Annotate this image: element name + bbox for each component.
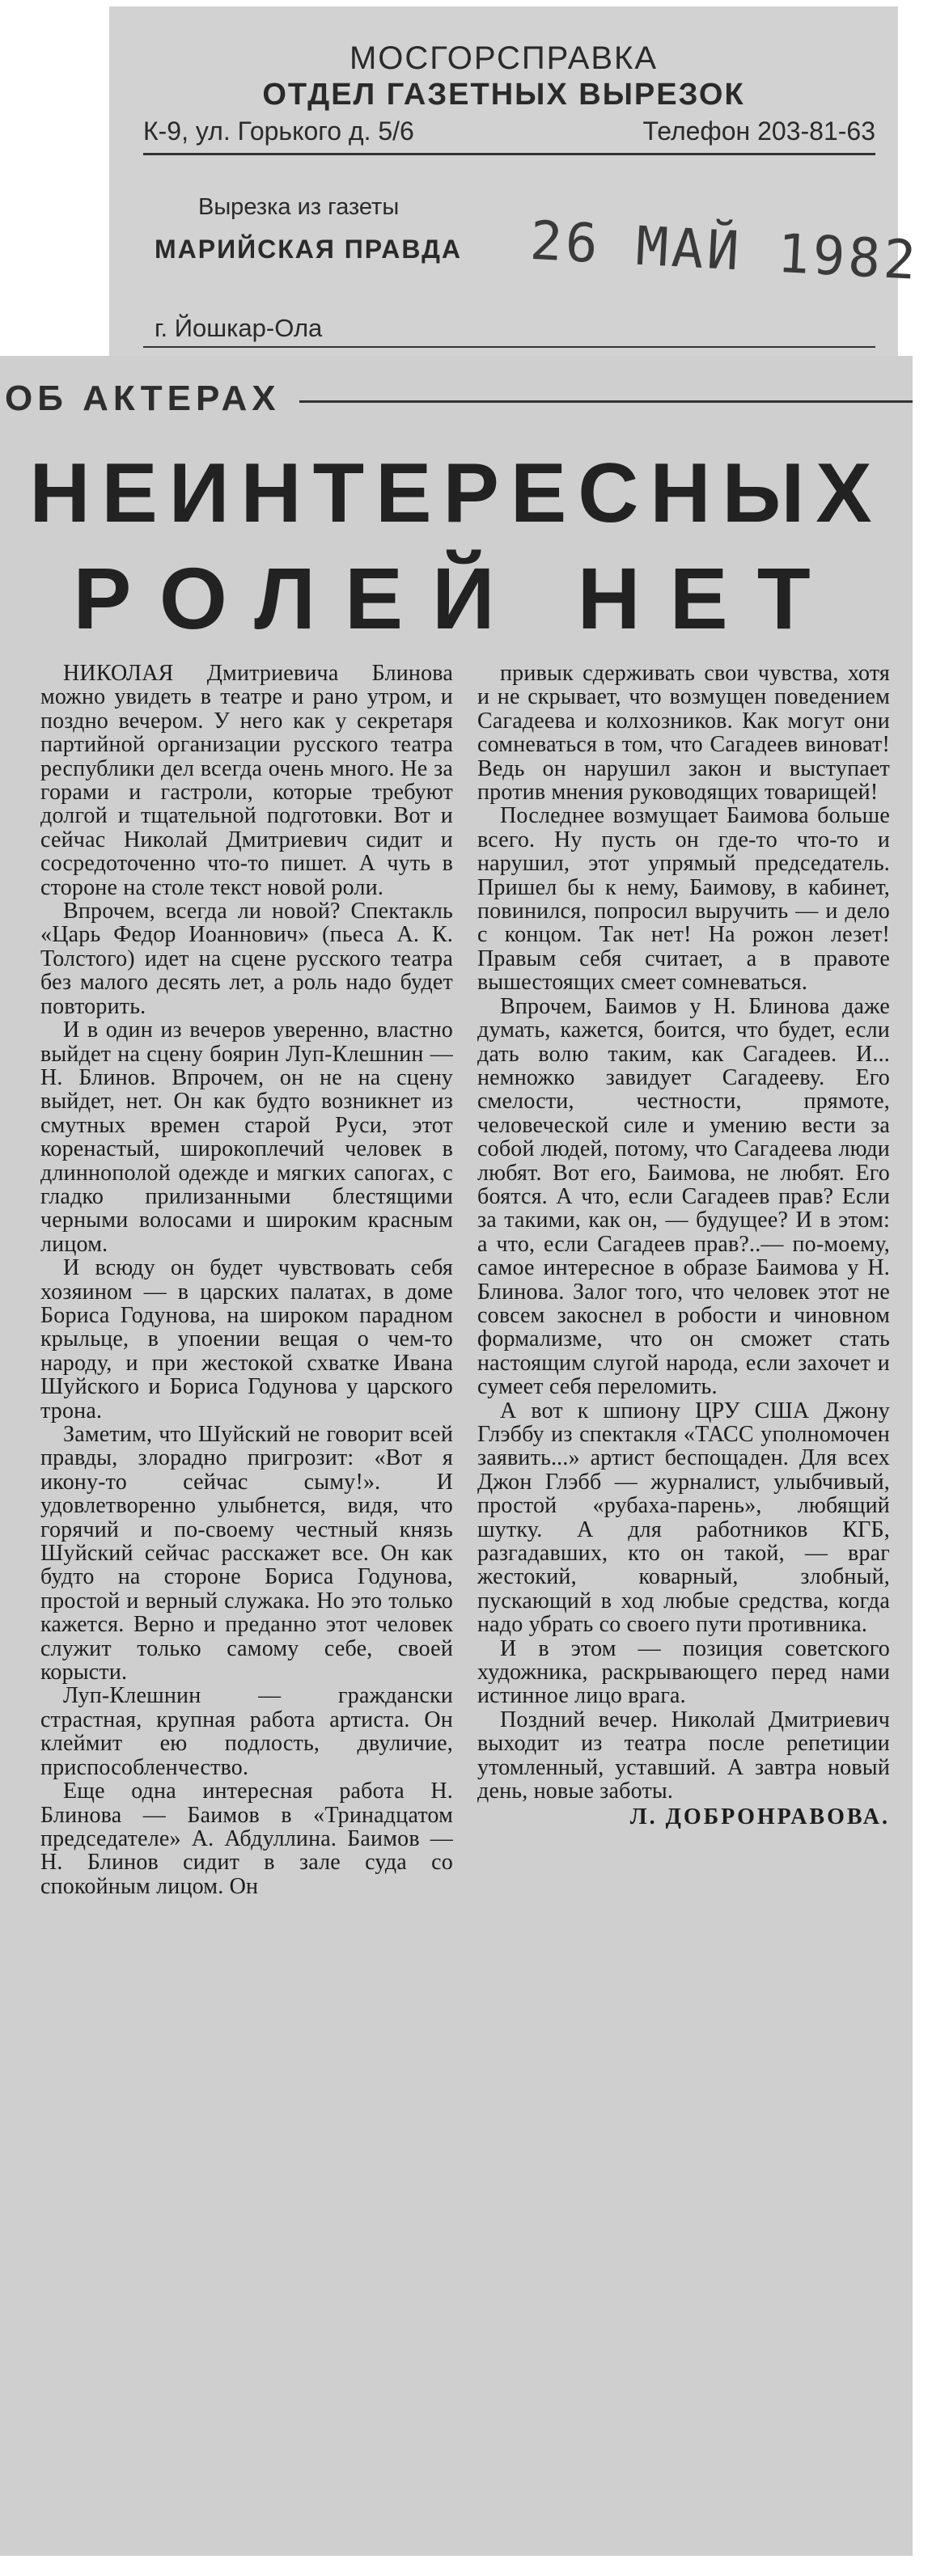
paragraph: А вот к шпиону ЦРУ США Джону Глэббу из спектакля «ТАСС уполномочен заявить...» артист беспощаден. Для всех Джон Глэбб — журналист, улыбчивый, простой «рубаха-парень», любящий шутку. А для работников КГБ, разгадавших, кто он такой, — враг жестокий, коварный, злобный, пускающий в ход любые средства, когда надо убрать со своего пути противника. — [477, 1398, 890, 1638]
paragraph: Впрочем, Баимов у Н. Блинова даже думать, кажется, боится, что будет, если дать волю таким, как Сагадеев. И... немножко завидует Сагадееву. Его смелости, честности, прямоте, человеческой силе и умению вести за собой людей, потому, что Сагадеева люди любят. Вот его, Баимова, не любят. Его боятся. А что, если Сагадеев прав? Если за такими, как он, — будущее? И в этом: а что, если Сагадеев прав?..— по-моему, самое интересное в образе Баимова у Н. Блинова. Залог того, что человек этот не совсем закоснел в робости и чиновном формализме, что он сможет стать настоящим слугой народа, если захочет и сумеет себя переломить. — [477, 993, 890, 1400]
paragraph: Впрочем, всегда ли новой? Спектакль «Царь Федор Иоаннович» (пьеса А. К. Толстого) идет на сцене русского театра без малого десять лет, а роль надо будет повторить. — [40, 899, 453, 1019]
paragraph: И в один из вечеров уверенно, властно выйдет на сцену боярин Луп-Клешнин — Н. Блинов. Впрочем, он не на сцену выйдет, нет. Он как будто возникнет из смутных времен старой Руси, этот коренастый, широкоплечий человек в длиннополой одежде и мягких сапогах, с гладко прилизанными блестящими черными волосами и широким красным лицом. — [40, 1017, 453, 1257]
phone-number: Телефон 203-81-63 — [642, 116, 875, 146]
city-name: г. Йошкар-Ола — [155, 314, 323, 342]
rubric: ОБ АКТЕРАХ — [5, 379, 281, 418]
paragraph: Заметим, что Шуйский не говорит всей правды, злорадно пригрозит: «Вот я икону-то сейчас сыму!». И удовлетворенно улыбнется, видя, что горячий и по-своему честный князь Шуйский сейчас расскажет все. Он как будто на стороне Бориса Годунова, простой и верный служака. Но это только кажется. Верно и преданно этот человек служит только самому себе, своей корысти. — [40, 1422, 453, 1686]
right-column — [477, 662, 890, 1898]
headline-line-2: РОЛЕЙ НЕТ — [73, 549, 840, 647]
paragraph: Последнее возмущает Баимова больше всего. Ну пусть он где-то что-то и нарушил, этот упрямый председатель. Пришел бы к нему, Баимову, в кабинет, повинился, попросил выручить — и дело с концом. Так нет! На рожон лезет! Правым себя считает, а в правоте вышестоящих смеет сомневаться. — [477, 803, 890, 996]
headline-line-1: НЕИНТЕРЕСНЫХ — [29, 446, 883, 540]
paragraph: НИКОЛАЯ Дмитриевича Блинова можно увидеть в театре и рано утром, и поздно вечером. У него как у секретаря партийной организации русского театра республики дел всегда очень много. Не за горами и гастроли, которые требуют долгой и тщательной подготовки. Вот и сейчас Николай Дмитриевич сидит и сосредоточенно что-то пишет. А чуть в стороне на столе текст новой роли. — [40, 661, 453, 900]
paragraph: И всюду он будет чувствовать себя хозяином — в царских палатах, в доме Бориса Годунова, на широком парадном крыльце, в упоении вещая о чем-то народу, и при жестокой схватке Ивана Шуйского и Бориса Годунова у царского трона. — [40, 1255, 453, 1423]
paragraph: Поздний вечер. Николай Дмитриевич выходит из театра после репетиции утомленный, уставший. А завтра новый день, новые заботы. — [477, 1707, 890, 1804]
author-byline: Л. ДОБРОНРАВОВА. — [629, 1804, 890, 1829]
paragraph: Еще одна интересная работа Н. Блинова — Баимов в «Тринадцатом председателе» А. Абдуллина. Баимов — Н. Блинов сидит в зале суда со спокойным лицом. Он — [40, 1779, 453, 1899]
paragraph: И в этом — позиция советского художника, раскрывающего перед нами истинное лицо врага. — [477, 1635, 890, 1709]
clipping-service-label — [109, 6, 921, 374]
date-stamp: 26 МАЙ 1982 — [528, 209, 921, 292]
service-name: МОСГОРСПРАВКА — [349, 40, 659, 76]
newspaper-clipping — [0, 356, 913, 2556]
article-body — [40, 662, 890, 1898]
department-name: ОТДЕЛ ГАЗЕТНЫХ ВЫРЕЗОК — [262, 78, 745, 112]
newspaper-name: МАРИЙСКАЯ ПРАВДА — [155, 235, 462, 264]
address-line — [143, 113, 875, 155]
paragraph: Луп-Клешнин — граждански страстная, крупная работа артиста. Он клеймит ею подлость, двуличие, приспособленчество. — [40, 1683, 453, 1780]
rubric-rule — [299, 400, 913, 403]
clipping-from-caption: Вырезка из газеты — [198, 194, 400, 220]
divider — [143, 346, 875, 348]
left-column — [40, 662, 453, 1898]
paragraph: привык сдерживать свои чувства, хотя и не скрывает, что возмущен поведением Сагадеева и колхозников. Как могут они сомневаться в том, что Сагадеев виноват! Ведь он нарушил закон и выступает против мнения руководящих товарищей! — [477, 661, 890, 806]
street-address: К-9, ул. Горького д. 5/6 — [143, 116, 414, 146]
